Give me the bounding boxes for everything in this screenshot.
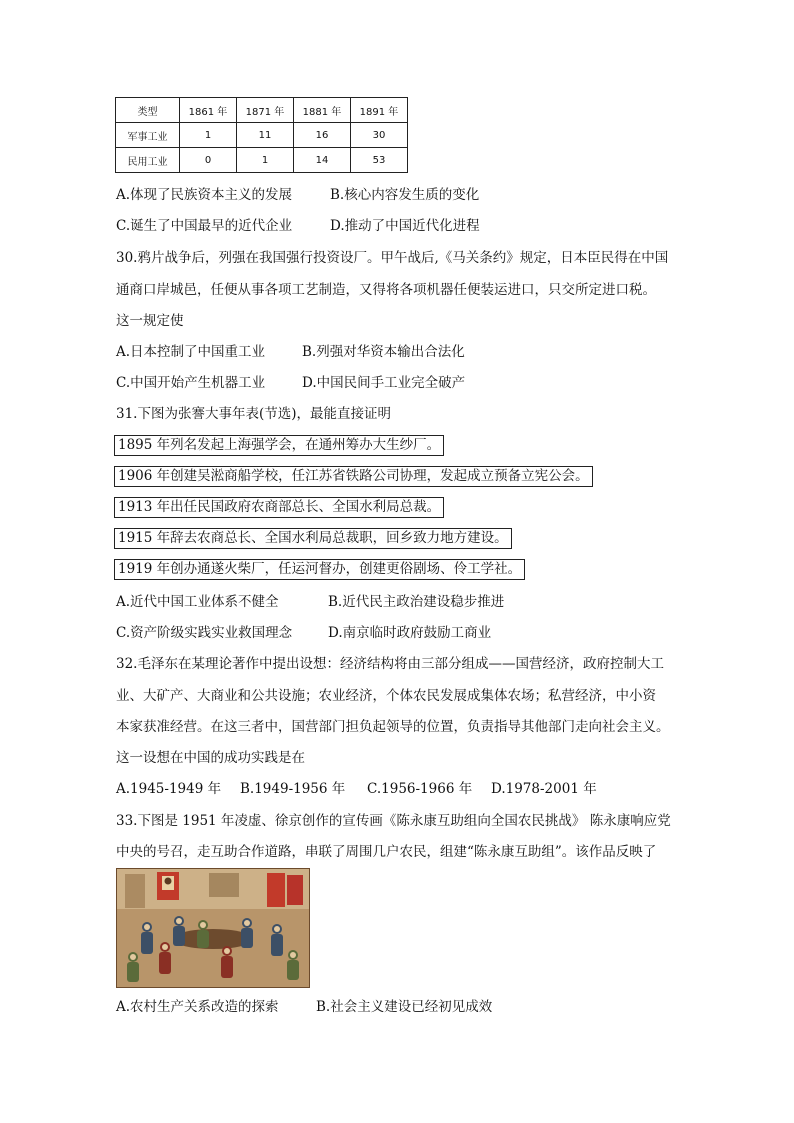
table-cell: 30 [351,123,408,148]
q31-option-c: C.资产阶级实践实业救国理念 [116,625,293,641]
table-header-cell: 1891 年 [351,98,408,123]
table-header-row [116,98,408,123]
q32-option-d: D.1978-2001 年 [491,781,597,797]
q33-option-b: B.社会主义建设已经初见成效 [316,999,493,1015]
q31-option-d: D.南京临时政府鼓励工商业 [328,625,492,641]
q31-event-1895: 1895 年列名发起上海强学会，在通州筹办大生纱厂。 [114,435,444,456]
q31-options-row1 [116,592,504,612]
q31-event-1913: 1913 年出任民国政府农商部总长、全国水利局总裁。 [114,497,444,518]
q33-stem-line2: 中央的号召，走互助合作道路，串联了周围几户农民，组建“陈永康互助组”。该作品反映了 [116,844,657,860]
q30-stem-line3: 这一规定使 [116,313,184,329]
table-header-cell: 1871 年 [237,98,294,123]
propaganda-poster-image [116,868,310,988]
q30-option-c: C.中国开始产生机器工业 [116,375,266,391]
q32-stem-line1: 32.毛泽东在某理论著作中提出设想：经济结构将由三部分组成——国营经济，政府控制大工 [116,656,664,672]
q30-options-row1 [116,342,465,362]
q30-options-row2 [116,373,465,393]
q29-option-d: D.推动了中国近代化进程 [330,218,480,234]
q32-options-row [116,779,597,799]
q29-options-row2 [116,216,480,236]
q31-event-1906: 1906 年创建吴淞商船学校，任江苏省铁路公司协理，发起成立预备立宪公会。 [114,466,593,487]
q31-stem: 31.下图为张謇大事年表(节选)，最能直接证明 [116,406,392,422]
q31-option-a: A.近代中国工业体系不健全 [116,594,279,610]
q29-option-c: C.诞生了中国最早的近代企业 [116,218,293,234]
industry-table [115,97,408,173]
q29-option-b: B.核心内容发生质的变化 [330,187,480,203]
table-row [116,123,408,148]
table-cell: 民用工业 [116,148,180,173]
q32-option-c: C.1956-1966 年 [367,781,473,797]
q32-stem-line3: 本家获准经营。在这三者中，国营部门担负起领导的位置，负责指导其他部门走向社会主义。 [116,719,670,735]
q33-stem-line1: 33.下图是 1951 年凌虚、徐京创作的宣传画《陈永康互助组向全国农民挑战》 陈永康响应党 [116,813,671,829]
table-row [116,148,408,173]
q32-stem-line4: 这一设想在中国的成功实践是在 [116,750,305,766]
q31-options-row2 [116,623,491,643]
table-cell: 11 [237,123,294,148]
q33-option-a: A.农村生产关系改造的探索 [116,999,279,1015]
poster-illustration [117,869,309,987]
table-cell: 16 [294,123,351,148]
table-cell: 1 [237,148,294,173]
q31-event-1919: 1919 年创办通遂火柴厂，任运河督办，创建更俗剧场、伶工学社。 [114,559,525,580]
table-cell: 军事工业 [116,123,180,148]
q32-option-a: A.1945-1949 年 [116,781,222,797]
q29-option-a: A.体现了民族资本主义的发展 [116,187,293,203]
table-cell: 53 [351,148,408,173]
table-cell: 1 [180,123,237,148]
q29-options-row1 [116,185,479,205]
table-cell: 0 [180,148,237,173]
q31-option-b: B.近代民主政治建设稳步推进 [328,594,505,610]
q32-option-b: B.1949-1956 年 [240,781,346,797]
table-header-cell: 1881 年 [294,98,351,123]
q30-stem-line2: 通商口岸城邑，任便从事各项工艺制造，又得将各项机器任便装运进口，只交所定进口税。 [116,282,656,298]
q33-options-row1 [116,997,492,1017]
q30-stem-line1: 30.鸦片战争后，列强在我国强行投资设厂。甲午战后,《马关条约》规定，日本臣民得在中国 [116,250,669,266]
q30-option-d: D.中国民间手工业完全破产 [302,375,466,391]
q31-event-1915: 1915 年辞去农商总长、全国水利局总裁职，回乡致力地方建设。 [114,528,512,549]
q30-option-a: A.日本控制了中国重工业 [116,344,266,360]
table-cell: 14 [294,148,351,173]
table-header-cell: 类型 [116,98,180,123]
q32-stem-line2: 业、大矿产、大商业和公共设施；农业经济，个体农民发展成集体农场；私营经济，中小资 [116,688,656,704]
q30-option-b: B.列强对华资本输出合法化 [302,344,465,360]
table-header-cell: 1861 年 [180,98,237,123]
